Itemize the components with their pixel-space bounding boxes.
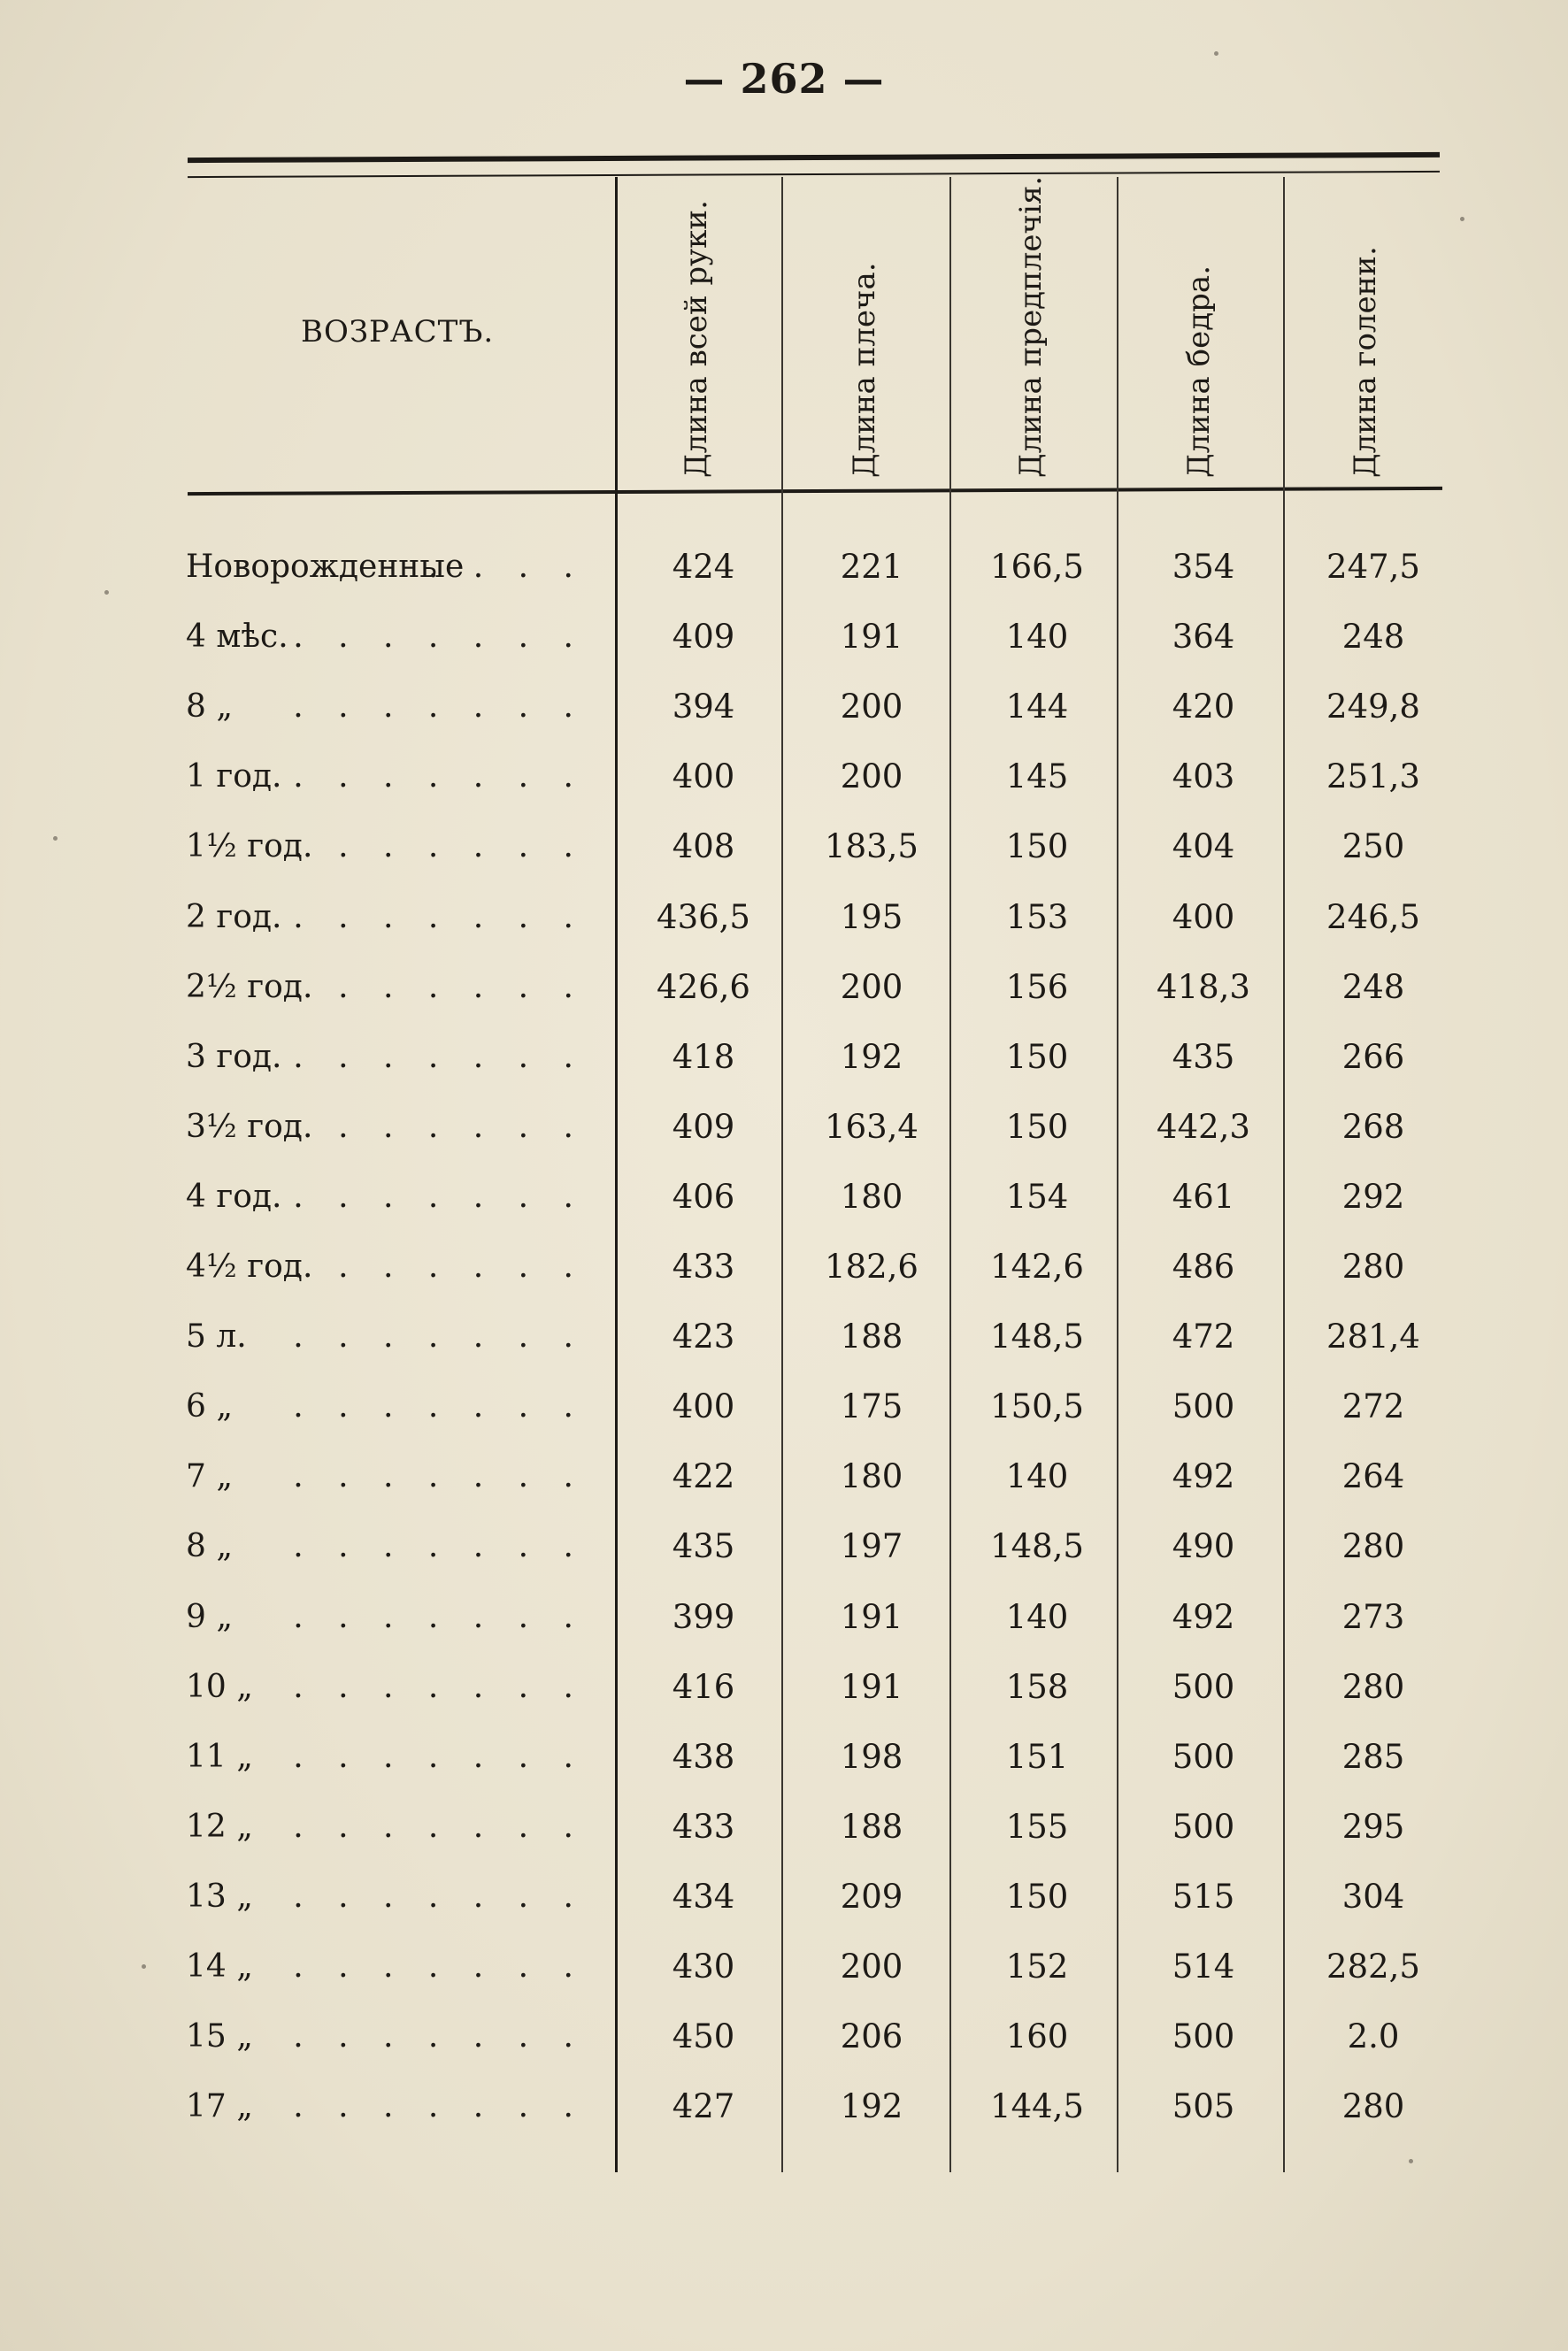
table-row	[0, 1375, 1568, 1439]
table-row	[0, 1165, 1568, 1229]
table-cell: 364	[1172, 618, 1235, 657]
table-cell: 163,4	[825, 1107, 919, 1146]
table-cell: 435	[672, 1527, 735, 1566]
leader-dots: . . . . . . .	[293, 1528, 586, 1565]
table-cell: 180	[840, 1457, 903, 1496]
table-cell: 409	[672, 618, 735, 657]
table-cell: 418,3	[1157, 967, 1250, 1006]
table-cell: 144	[1005, 688, 1069, 726]
table-cell: 500	[1172, 1737, 1235, 1776]
table-cell: 423	[672, 1318, 735, 1356]
age-label: 5 л.	[186, 1318, 247, 1356]
table-row	[0, 1935, 1568, 1999]
table-cell: 500	[1172, 1667, 1235, 1706]
table-cell: 160	[1005, 2017, 1069, 2056]
table-row	[0, 1725, 1568, 1789]
table-cell: 248	[1341, 967, 1405, 1006]
table-cell: 268	[1341, 1107, 1405, 1146]
table-cell: 192	[840, 1037, 903, 1076]
table-row	[0, 745, 1568, 809]
table-cell: 354	[1172, 548, 1235, 586]
table-cell: 406	[672, 1177, 735, 1216]
table-cell: 191	[840, 1597, 903, 1636]
table-cell: 264	[1341, 1457, 1405, 1496]
age-label: 15 „	[186, 2018, 253, 2055]
table-cell: 433	[672, 1807, 735, 1846]
table-cell: 280	[1341, 1248, 1405, 1286]
leader-dots: . . . . . . .	[293, 1668, 586, 1705]
table-cell: 166,5	[990, 548, 1084, 586]
leader-dots: . . . . . . .	[293, 1248, 586, 1285]
table-cell: 426,6	[657, 967, 750, 1006]
table-cell: 175	[840, 1387, 903, 1426]
table-cell: 200	[840, 688, 903, 726]
leader-dots: . . . . . . .	[293, 968, 586, 1005]
table-cell: 247,5	[1326, 548, 1420, 586]
age-label: 1 год.	[186, 758, 282, 795]
table-cell: 250	[1341, 827, 1405, 866]
table-cell: 420	[1172, 688, 1235, 726]
table-cell: 191	[840, 1667, 903, 1706]
leader-dots: . . . . . . .	[293, 1108, 586, 1145]
age-label: 10 „	[186, 1668, 253, 1705]
table-cell: 180	[840, 1177, 903, 1216]
table-row	[0, 1445, 1568, 1509]
age-label: 9 „	[186, 1598, 233, 1635]
table-cell: 272	[1341, 1387, 1405, 1426]
age-label: 1½ год.	[186, 828, 313, 865]
leader-dots: . . . . . . .	[293, 1948, 586, 1985]
table-cell: 433	[672, 1248, 735, 1286]
age-label: 2½ год.	[186, 968, 313, 1005]
age-label: 4 год.	[186, 1178, 282, 1215]
table-cell: 249,8	[1326, 688, 1420, 726]
table-cell: 150,5	[990, 1387, 1084, 1426]
table-cell: 400	[1172, 897, 1235, 936]
table-cell: 435	[1172, 1037, 1235, 1076]
column-header-arm-length: Длина всей руки.	[679, 200, 714, 478]
leader-dots: . . . . . . .	[293, 1388, 586, 1425]
age-column-header: ВОЗРАСТЪ.	[301, 314, 495, 350]
table-cell: 408	[672, 827, 735, 866]
column-header-thigh-length: Длина бедра.	[1181, 265, 1217, 478]
age-label: 2 год.	[186, 898, 282, 935]
table-cell: 155	[1005, 1807, 1069, 1846]
table-cell: 403	[1172, 757, 1235, 796]
table-row	[0, 675, 1568, 739]
table-cell: 200	[840, 967, 903, 1006]
column-header-shoulder-length: Длина плеча.	[847, 262, 882, 478]
table-cell: 280	[1341, 1667, 1405, 1706]
table-cell: 461	[1172, 1177, 1235, 1216]
age-label: 6 „	[186, 1388, 233, 1425]
table-cell: 500	[1172, 1807, 1235, 1846]
leader-dots: . . . . . . .	[293, 1808, 586, 1845]
table-row	[0, 1026, 1568, 1089]
age-label: 3½ год.	[186, 1108, 313, 1145]
leader-dots: . . . . . . .	[293, 1738, 586, 1775]
table-cell: 416	[672, 1667, 735, 1706]
table-cell: 400	[672, 1387, 735, 1426]
age-label: 4½ год.	[186, 1248, 313, 1285]
table-cell: 418	[672, 1037, 735, 1076]
table-row	[0, 535, 1568, 599]
table-cell: 492	[1172, 1597, 1235, 1636]
table-cell: 152	[1005, 1948, 1069, 1986]
table-cell: 148,5	[990, 1318, 1084, 1356]
table-row	[0, 1586, 1568, 1649]
table-cell: 188	[840, 1807, 903, 1846]
table-row	[0, 1305, 1568, 1369]
table-cell: 266	[1341, 1037, 1405, 1076]
column-header-shin-length: Длина голени.	[1348, 246, 1383, 478]
leader-dots: . . . . . . .	[293, 1878, 586, 1915]
table-cell: 195	[840, 897, 903, 936]
table-cell: 140	[1005, 1457, 1069, 1496]
table-cell: 514	[1172, 1948, 1235, 1986]
table-cell: 434	[672, 1877, 735, 1916]
table-cell: 273	[1341, 1597, 1405, 1636]
age-label: 8 „	[186, 688, 233, 726]
leader-dots: . . . . . . .	[293, 688, 586, 726]
table-cell: 505	[1172, 2087, 1235, 2126]
table-cell: 209	[840, 1877, 903, 1916]
age-label: 3 год.	[186, 1038, 282, 1075]
table-cell: 442,3	[1157, 1107, 1250, 1146]
age-label: 8 „	[186, 1528, 233, 1565]
table-cell: 304	[1341, 1877, 1405, 1916]
table-row	[0, 2005, 1568, 2069]
table-cell: 246,5	[1326, 897, 1420, 936]
table-cell: 438	[672, 1737, 735, 1776]
table-cell: 472	[1172, 1318, 1235, 1356]
leader-dots: . . . . . . .	[293, 898, 586, 935]
table-cell: 500	[1172, 1387, 1235, 1426]
age-label: 11 „	[186, 1738, 253, 1775]
table-cell: 2.0	[1347, 2017, 1400, 2056]
table-cell: 280	[1341, 1527, 1405, 1566]
table-row	[0, 956, 1568, 1019]
leader-dots: . . . . . . .	[293, 1458, 586, 1495]
table-cell: 150	[1005, 1107, 1069, 1146]
leader-dots: . . . . . . .	[293, 2018, 586, 2055]
table-cell: 295	[1341, 1807, 1405, 1846]
table-cell: 148,5	[990, 1527, 1084, 1566]
table-cell: 492	[1172, 1457, 1235, 1496]
table-cell: 200	[840, 1948, 903, 1986]
table-row	[0, 1235, 1568, 1299]
table-cell: 400	[672, 757, 735, 796]
leader-dots: . . . . . . .	[293, 1178, 586, 1215]
leader-dots: . . . . . . .	[293, 2088, 586, 2125]
table-cell: 140	[1005, 618, 1069, 657]
age-label: 17 „	[186, 2088, 253, 2125]
table-cell: 182,6	[825, 1248, 919, 1286]
table-row	[0, 1095, 1568, 1159]
table-cell: 292	[1341, 1177, 1405, 1216]
table-cell: 140	[1005, 1597, 1069, 1636]
table-row	[0, 1865, 1568, 1929]
table-cell: 282,5	[1326, 1948, 1420, 1986]
table-cell: 200	[840, 757, 903, 796]
table-cell: 150	[1005, 1037, 1069, 1076]
table-cell: 158	[1005, 1667, 1069, 1706]
leader-dots: . . . . . . .	[293, 1318, 586, 1356]
table-row	[0, 1795, 1568, 1859]
table-cell: 422	[672, 1457, 735, 1496]
table-cell: 285	[1341, 1737, 1405, 1776]
leader-dots: . . . . . . .	[293, 1598, 586, 1635]
table-row	[0, 886, 1568, 949]
age-label: 13 „	[186, 1878, 253, 1915]
table-row	[0, 1515, 1568, 1579]
table-cell: 430	[672, 1948, 735, 1986]
table-cell: 490	[1172, 1527, 1235, 1566]
table-cell: 183,5	[825, 827, 919, 866]
table-cell: 436,5	[657, 897, 750, 936]
age-label: 14 „	[186, 1948, 253, 1985]
leader-dots: . . . . . . .	[293, 618, 586, 656]
age-label: 4 мѣс.	[186, 618, 288, 656]
age-label: 12 „	[186, 1808, 253, 1845]
table-header-rule	[188, 487, 1442, 496]
table-cell: 424	[672, 548, 735, 586]
table-top-rule	[188, 152, 1440, 163]
table-cell: 404	[1172, 827, 1235, 866]
table-cell: 500	[1172, 2017, 1235, 2056]
table-cell: 399	[672, 1597, 735, 1636]
leader-dots: . . . . . . .	[293, 758, 586, 795]
table-cell: 281,4	[1326, 1318, 1420, 1356]
table-cell: 280	[1341, 2087, 1405, 2126]
table-cell: 154	[1005, 1177, 1069, 1216]
table-cell: 150	[1005, 1877, 1069, 1916]
table-cell: 197	[840, 1527, 903, 1566]
table-cell: 206	[840, 2017, 903, 2056]
table-cell: 153	[1005, 897, 1069, 936]
table-row	[0, 2075, 1568, 2139]
table-row	[0, 815, 1568, 879]
table-row	[0, 1656, 1568, 1719]
age-label: Новорожденные	[186, 549, 465, 585]
table-cell: 450	[672, 2017, 735, 2056]
table-cell: 156	[1005, 967, 1069, 1006]
table-cell: 251,3	[1326, 757, 1420, 796]
table-cell: 486	[1172, 1248, 1235, 1286]
leader-dots: . . . . . . .	[293, 828, 586, 865]
table-cell: 151	[1005, 1737, 1069, 1776]
table-cell: 515	[1172, 1877, 1235, 1916]
table-cell: 192	[840, 2087, 903, 2126]
table-cell: 427	[672, 2087, 735, 2126]
table-cell: 145	[1005, 757, 1069, 796]
table-cell: 188	[840, 1318, 903, 1356]
column-header-forearm-length: Длина предплечія.	[1013, 175, 1049, 478]
table-cell: 150	[1005, 827, 1069, 866]
table-cell: 409	[672, 1107, 735, 1146]
table-cell: 191	[840, 618, 903, 657]
table-cell: 198	[840, 1737, 903, 1776]
table-row	[0, 605, 1568, 669]
table-cell: 221	[840, 548, 903, 586]
table-cell: 394	[672, 688, 735, 726]
table-cell: 248	[1341, 618, 1405, 657]
age-label: 7 „	[186, 1458, 233, 1495]
page-number: — 262 —	[683, 55, 885, 103]
table-top-rule-thin	[188, 171, 1440, 178]
table-cell: 144,5	[990, 2087, 1084, 2126]
leader-dots: . . . . . . .	[293, 1038, 586, 1075]
table-cell: 142,6	[990, 1248, 1084, 1286]
leader-dots: . . . .	[427, 549, 586, 585]
